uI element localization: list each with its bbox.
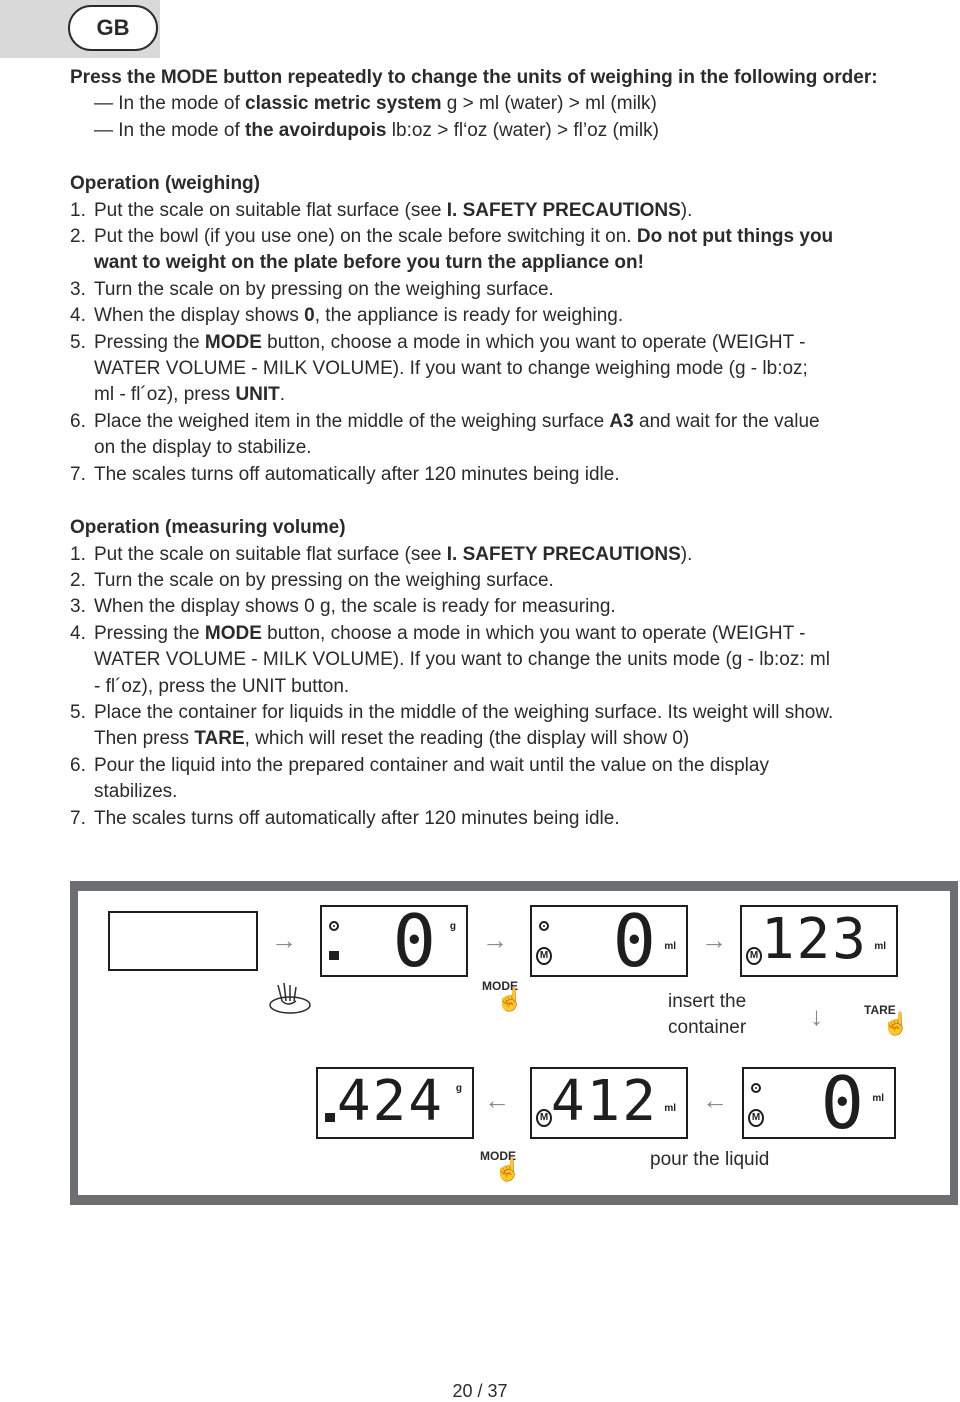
page-number: 20 / 37 bbox=[452, 1381, 508, 1401]
intro-avoirdupois: — In the mode of the avoirdupois lb:oz > fl‘oz (water) > fl’oz (milk) bbox=[94, 119, 659, 141]
display-value: 0 bbox=[820, 1061, 866, 1145]
finger-press-icon: ☝ bbox=[496, 987, 524, 1012]
pour-liquid-label: pour the liquid bbox=[650, 1149, 770, 1170]
volume-step-5: 5. Place the container for liquids in the middle of the weighing surface. Its weight will show. bbox=[70, 701, 834, 723]
display-unit: ml bbox=[664, 941, 676, 952]
display-volume-zero bbox=[530, 899, 688, 983]
weighing-step-5-cont2: ml - fl´oz), press UNIT. bbox=[94, 384, 286, 406]
display-value: 412 bbox=[550, 1069, 658, 1134]
stable-indicator-icon bbox=[751, 1083, 761, 1093]
arrow-down-icon: ↓ bbox=[810, 1001, 823, 1031]
intro-lead: Press the MODE button repeatedly to change the units of weighing in the following order: bbox=[70, 67, 878, 88]
display-weight-zero bbox=[320, 899, 468, 983]
insert-container-label-1: insert the bbox=[668, 991, 747, 1012]
display-unit: g bbox=[449, 921, 456, 932]
diagram-panel bbox=[78, 891, 950, 1195]
weighing-heading: Operation (weighing) bbox=[70, 173, 260, 195]
stable-indicator-icon bbox=[329, 921, 339, 931]
arrow-right-icon: → bbox=[271, 925, 297, 955]
volume-step-4: 4. Pressing the MODE button, choose a mode in which you want to operate (WEIGHT - bbox=[70, 622, 806, 644]
display-volume-result bbox=[530, 1067, 688, 1139]
weighing-step-3: 3. Turn the scale on by pressing on the weighing surface. bbox=[70, 278, 554, 300]
weighing-step-2-cont: want to weight on the plate before you turn the appliance on! bbox=[94, 252, 644, 274]
volume-step-6-cont: stabilizes. bbox=[94, 781, 178, 803]
display-unit: ml bbox=[872, 1093, 884, 1104]
volume-measuring-diagram bbox=[70, 881, 958, 1205]
spacer bbox=[70, 488, 955, 515]
display-blank bbox=[108, 911, 258, 971]
weighing-step-5-cont: WATER VOLUME - MILK VOLUME). If you want to change weighing mode (g - lb:oz; bbox=[94, 358, 808, 380]
hand-press-icon bbox=[268, 977, 312, 1015]
intro-metric: — In the mode of classic metric system g > ml (water) > ml (milk) bbox=[94, 93, 657, 115]
insert-container-label-2: container bbox=[668, 1017, 747, 1038]
display-value: 424 bbox=[336, 1069, 444, 1134]
tare-button-label: TARE bbox=[864, 1003, 896, 1017]
mode-button-label: MODE bbox=[480, 1149, 516, 1163]
display-container-weight bbox=[740, 905, 898, 977]
spacer bbox=[70, 144, 955, 171]
arrow-right-icon: → bbox=[701, 925, 727, 955]
volume-step-4-cont2: - fl´oz), press the UNIT button. bbox=[94, 675, 350, 697]
weight-indicator-icon bbox=[325, 1113, 335, 1122]
arrow-left-icon: ← bbox=[484, 1085, 510, 1115]
finger-press-icon: ☝ bbox=[494, 1157, 522, 1182]
arrow-left-icon: ← bbox=[702, 1085, 728, 1115]
weighing-step-7: 7. The scales turns off automatically after 120 minutes being idle. bbox=[70, 463, 620, 485]
display-unit: g bbox=[455, 1083, 462, 1094]
weighing-step-1: 1. Put the scale on suitable flat surface (see I. SAFETY PRECAUTIONS). bbox=[70, 199, 693, 221]
weighing-step-4: 4. When the display shows 0, the appliance is ready for weighing. bbox=[70, 305, 624, 327]
language-tab bbox=[0, 0, 160, 58]
display-value: 123 bbox=[760, 907, 868, 972]
milk-indicator-icon: M bbox=[536, 947, 552, 965]
language-badge: GB bbox=[68, 5, 158, 51]
volume-heading: Operation (measuring volume) bbox=[70, 517, 346, 539]
stable-indicator-icon bbox=[539, 921, 549, 931]
display-unit: ml bbox=[664, 1103, 676, 1114]
display-value: 0 bbox=[612, 899, 658, 983]
weighing-step-5: 5. Pressing the MODE button, choose a mode in which you want to operate (WEIGHT - bbox=[70, 331, 806, 353]
volume-step-2: 2. Turn the scale on by pressing on the weighing surface. bbox=[70, 569, 554, 591]
display-unit: ml bbox=[874, 941, 886, 952]
arrow-right-icon: → bbox=[482, 925, 508, 955]
volume-step-1: 1. Put the scale on suitable flat surface (see I. SAFETY PRECAUTIONS). bbox=[70, 543, 693, 565]
display-value: 0 bbox=[392, 899, 438, 983]
hand-press-svg bbox=[268, 977, 312, 1015]
weighing-step-6: 6. Place the weighed item in the middle of the weighing surface A3 and wait for the value bbox=[70, 410, 820, 432]
volume-step-7: 7. The scales turns off automatically after 120 minutes being idle. bbox=[70, 807, 620, 829]
mode-button-label: MODE bbox=[482, 979, 518, 993]
weight-indicator-icon bbox=[329, 951, 339, 960]
display-tared-zero bbox=[742, 1061, 896, 1145]
volume-step-6: 6. Pour the liquid into the prepared container and wait until the value on the display bbox=[70, 754, 769, 776]
milk-indicator-icon: M bbox=[536, 1109, 552, 1127]
volume-step-3: 3. When the display shows 0 g, the scale is ready for measuring. bbox=[70, 596, 616, 618]
milk-indicator-icon: M bbox=[748, 1109, 764, 1127]
milk-indicator-icon: M bbox=[746, 947, 762, 965]
weighing-step-6-cont: on the display to stabilize. bbox=[94, 437, 312, 459]
manual-text bbox=[70, 65, 955, 832]
weighing-step-2: 2. Put the bowl (if you use one) on the scale before switching it on. Do not put things you bbox=[70, 226, 834, 248]
display-weight-result bbox=[316, 1067, 474, 1139]
volume-step-4-cont: WATER VOLUME - MILK VOLUME). If you want to change the units mode (g - lb:oz: ml bbox=[94, 649, 830, 671]
finger-press-icon: ☝ bbox=[882, 1011, 910, 1036]
volume-step-5-cont: Then press TARE, which will reset the reading (the display will show 0) bbox=[94, 728, 690, 750]
